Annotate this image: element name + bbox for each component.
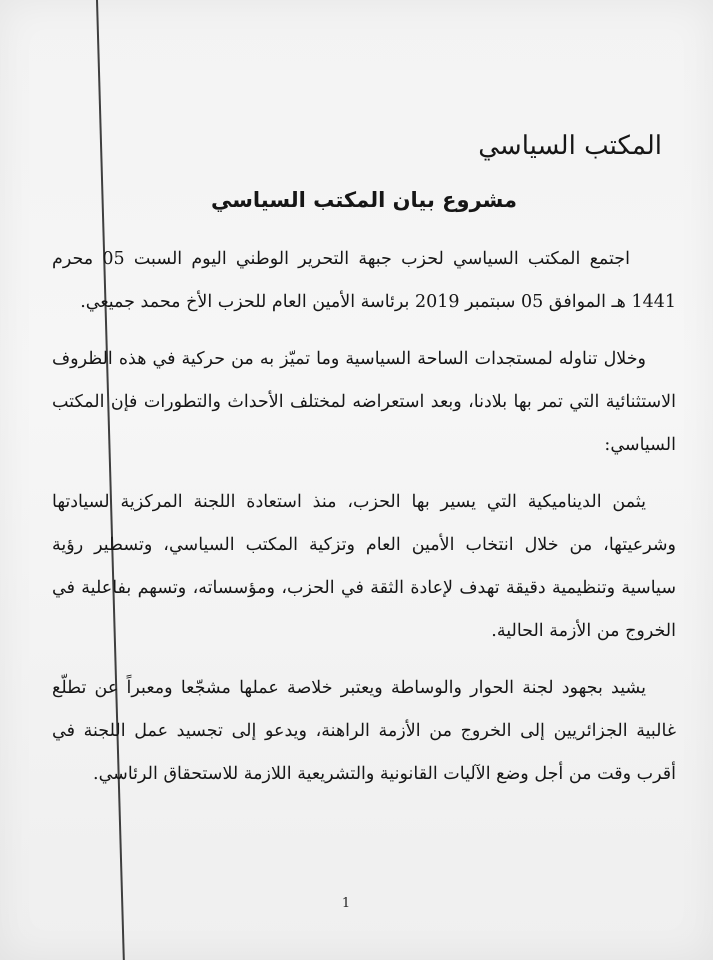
- paragraph-meeting: اجتمع المكتب السياسي لحزب جبهة التحرير الوطني اليوم السبت 05 محرم 1441 هـ الموافق 05 سبتمبر 2019 برئاسة الأمين العام للحزب الأخ محمد جميعي.: [52, 249, 676, 313]
- page-number: 1: [341, 896, 351, 911]
- paragraph-dynamics: يثمن الديناميكية التي يسير بها الحزب، منذ استعادة اللجنة المركزية لسيادتها وشرعيتها، من خلال انتخاب الأمين العام وتزكية المكتب السياسي، وتسطير رؤية سياسية وتنظيمية دقيقة تهدف لإعادة الثقة في الحزب، ومؤسساته، وتسهم بفاعلية في الخروج من الأزمة الحالية.: [52, 492, 676, 642]
- section-title: المكتب السياسي: [478, 131, 662, 161]
- document-body: [52, 120, 676, 810]
- paragraph-dialogue: يشيد بجهود لجنة الحوار والوساطة ويعتبر خلاصة عملها مشجّعا ومعبراً عن تطلّع غالبية الجزائريين إلى الخروج من الأزمة الراهنة، ويدعو إلى تجسيد عمل اللجنة في أقرب وقت من أجل وضع الآليات القانونية والتشريعية اللازمة للاستحقاق الرئاسي.: [52, 678, 676, 785]
- paragraph-context: وخلال تناوله لمستجدات الساحة السياسية وما تميّز به من حركية في هذه الظروف الاستثنائية التي تمر بها بلادنا، وبعد استعراضه لمختلف الأحداث والتطورات فإن المكتب السياسي:: [52, 349, 676, 456]
- document-title: مشروع بيان المكتب السياسي: [210, 188, 518, 213]
